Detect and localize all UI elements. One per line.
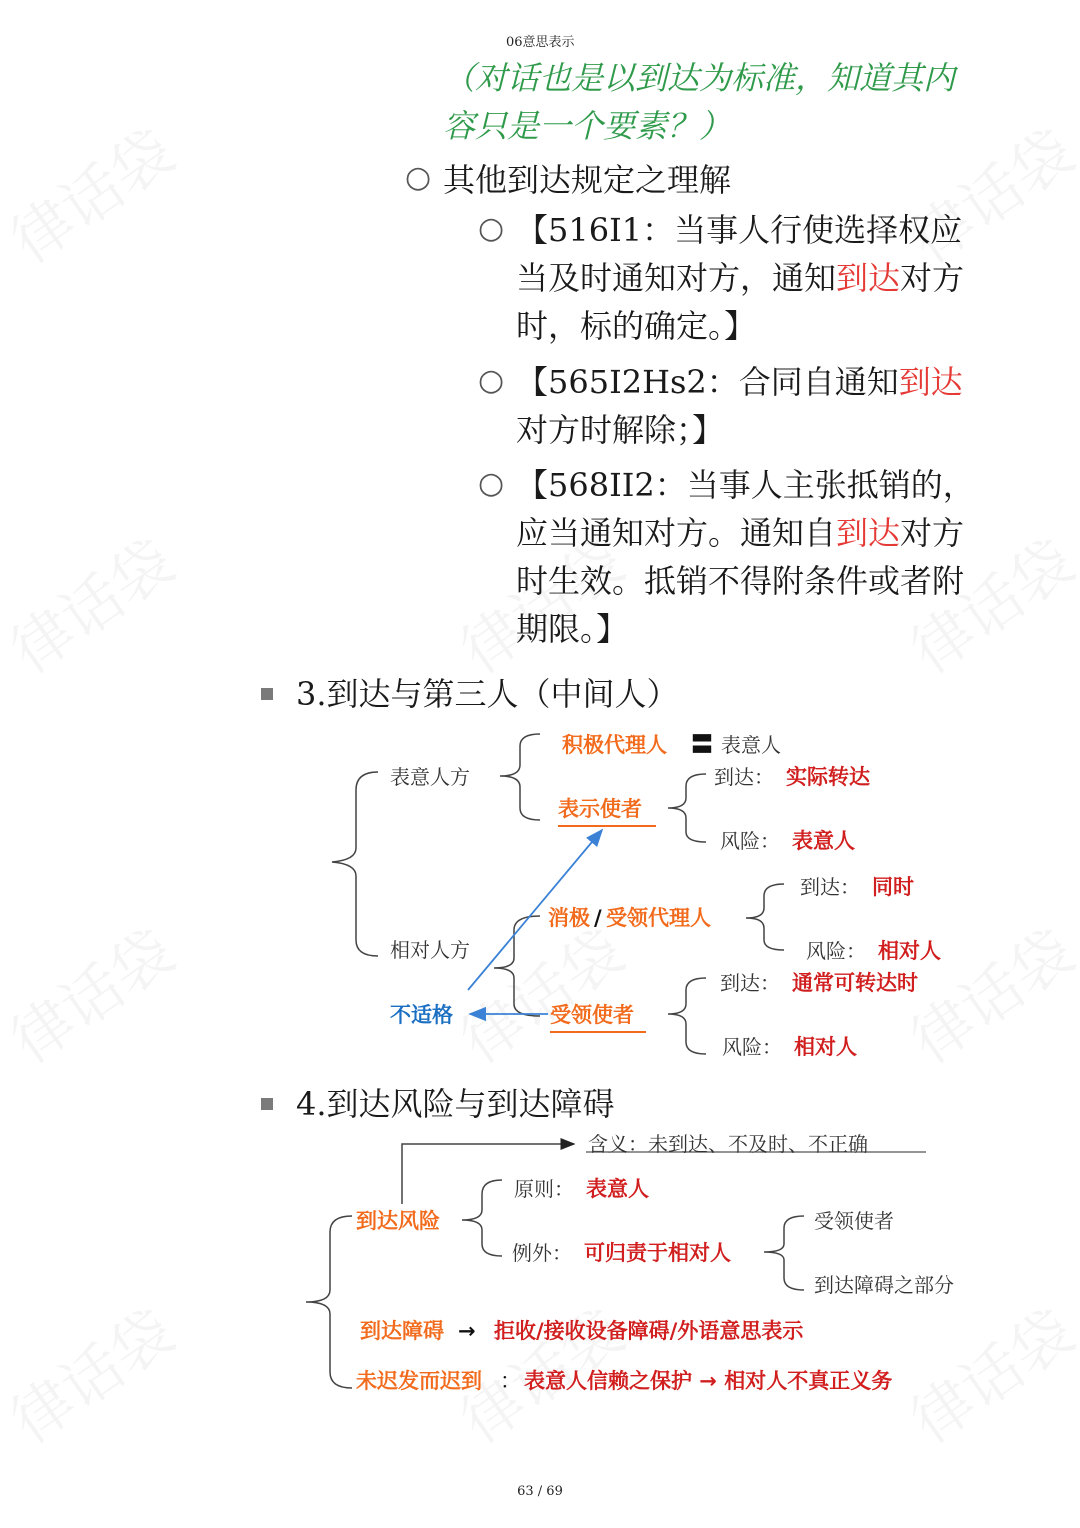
item-line: 时生效。抵销不得附条件或者附 (516, 562, 965, 600)
obstacle-label: 到达障碍 (360, 1319, 444, 1343)
meaning-text: 含义：未到达、不及时、不正确 (588, 1132, 868, 1156)
item-line (516, 254, 986, 302)
arrival-label: 到达： (714, 765, 774, 789)
exception-item: 到达障碍之部分 (814, 1273, 954, 1297)
item-text: 对方 (900, 514, 965, 552)
receiving-messenger-label: 受领使者 (550, 1003, 634, 1027)
passive-agent-part1: 消极 (548, 906, 590, 930)
messenger-arrival-value: 实际转达 (786, 765, 870, 789)
item-text: 应当通知对方。通知自 (516, 514, 837, 552)
declarant-label: 表意人 (721, 733, 781, 757)
late-arrival-value: 表意人信赖之保护 → 相对人不真正义务 (524, 1369, 893, 1393)
highlight-arrival: 到达 (836, 514, 901, 552)
active-agent-label: 积极代理人 (562, 733, 667, 757)
item-line: 期限。】 (516, 610, 629, 648)
diagram-arrival-risk (0, 1125, 1080, 1405)
item-line (516, 509, 986, 557)
section-title-4: 4.到达风险与到达障碍 (296, 1085, 615, 1123)
arrival-label: 到达： (800, 875, 860, 899)
passive-arrival-value: 同时 (872, 875, 914, 899)
equals-icon: 〓 (691, 733, 714, 758)
risk-label: 风险： (720, 829, 780, 853)
green-note (443, 54, 1003, 150)
item-text: 【565I2Hs2：合同自通知 (516, 363, 899, 401)
circle-bullet-icon: ○ (405, 160, 432, 195)
arrival-label: 到达： (720, 971, 780, 995)
section-title-other: 其他到达规定之理解 (443, 161, 732, 199)
risk-label: 风险： (806, 939, 866, 963)
item-line: 对方时解除；】 (516, 411, 725, 449)
green-note-line: 容只是一个要素？） (443, 107, 732, 145)
colon: ： (500, 1369, 521, 1393)
item-text: 当及时通知对方，通知 (516, 259, 837, 297)
passive-risk-value: 相对人 (878, 939, 941, 963)
arrival-risk-label: 到达风险 (356, 1209, 440, 1233)
item-line: 【568II2：当事人主张抵销的， (516, 466, 975, 504)
risk-label: 风险： (722, 1035, 782, 1059)
diagram-third-party (0, 720, 1080, 1070)
principle-value: 表意人 (586, 1177, 649, 1201)
circle-bullet-icon: ○ (478, 363, 505, 398)
circle-bullet-icon: ○ (478, 466, 505, 501)
unqualified-label: 不适格 (390, 1003, 453, 1027)
item-text: 对方 (900, 259, 965, 297)
slash-separator: / (594, 906, 602, 930)
principle-label: 原则： (514, 1177, 574, 1201)
item-line (516, 358, 986, 406)
page-header-title: 06意思表示 (506, 35, 575, 50)
messenger-risk-value: 表意人 (792, 829, 855, 853)
square-bullet-icon (261, 688, 273, 700)
circle-bullet-icon: ○ (478, 211, 505, 246)
page-number: 63 / 69 (517, 1484, 563, 1499)
receiving-arrival-value: 通常可转达时 (792, 971, 918, 995)
passive-agent-part2: 受领代理人 (606, 906, 711, 930)
obstacle-value: 拒收/接收设备障碍/外语意思表示 (494, 1319, 804, 1343)
late-arrival-label: 未迟发而迟到 (356, 1369, 482, 1393)
receiving-risk-value: 相对人 (794, 1035, 857, 1059)
messenger-label: 表示使者 (558, 797, 642, 821)
highlight-arrival: 到达 (836, 259, 901, 297)
item-line: 时，标的确定。】 (516, 307, 757, 345)
exception-label: 例外： (512, 1241, 572, 1265)
section-title-3: 3.到达与第三人（中间人） (296, 675, 679, 713)
green-note-line: （对话也是以到达为标准，知道其内 (443, 59, 956, 97)
item-line: 【516I1：当事人行使选择权应 (516, 211, 963, 249)
exception-value: 可归责于相对人 (584, 1241, 731, 1265)
arrow-icon: → (458, 1319, 476, 1343)
list-item (516, 461, 986, 653)
square-bullet-icon (261, 1098, 273, 1110)
watermark (0, 516, 188, 690)
list-item (516, 358, 986, 454)
declarant-side-label: 表意人方 (390, 765, 470, 789)
watermark (0, 106, 188, 280)
counter-side-label: 相对人方 (390, 938, 470, 962)
highlight-arrival: 到达 (898, 363, 963, 401)
exception-item: 受领使者 (814, 1209, 894, 1233)
list-item (516, 206, 986, 350)
